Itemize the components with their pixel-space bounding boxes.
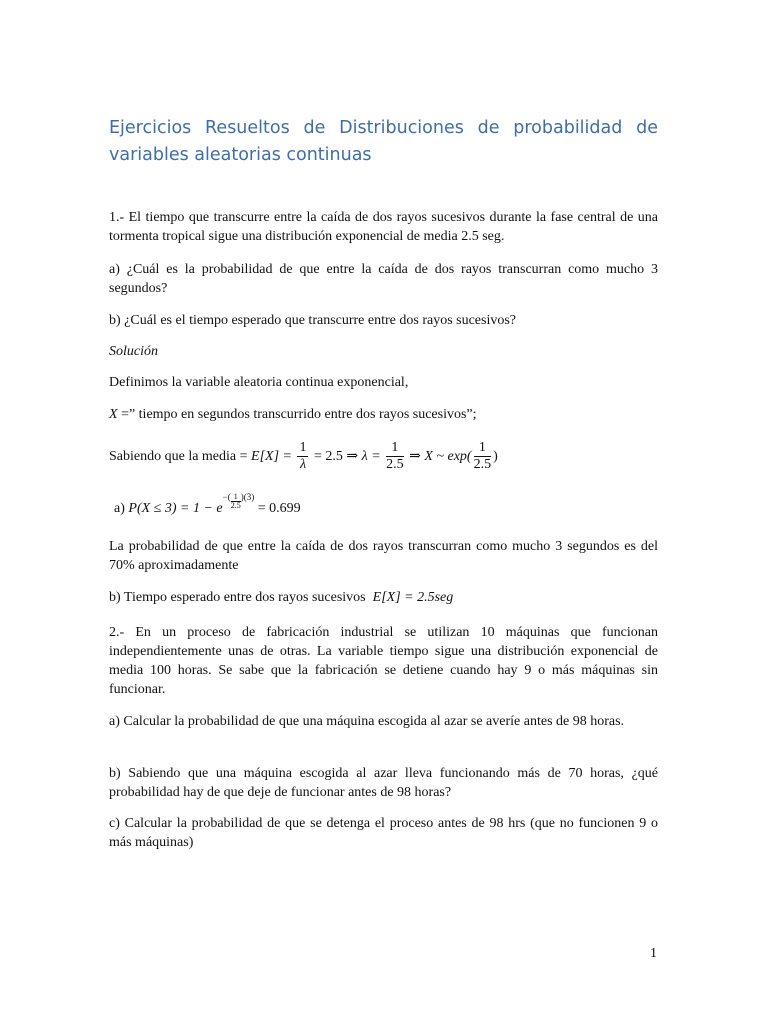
expectation-expr: E[X] =	[251, 449, 292, 464]
fraction-one-over-lambda: $\frac{1}{\lambda}$	[299, 440, 307, 473]
exercise-1-statement: 1.- El tiempo que transcurre entre la caída de dos rayos sucesivos durante la fase central de una tormenta tropical sigue una distribución exponencial de media 2.5 seg.	[109, 210, 658, 244]
solution-heading: Solución	[109, 344, 158, 359]
lambda-equals: λ =	[361, 449, 381, 464]
part-a-label: a)	[114, 501, 125, 516]
title-line-2: variables aleatorias continuas	[109, 145, 372, 165]
seconds-unit: seg	[434, 590, 454, 605]
exercise-2-statement: 2.- En un proceso de fabricación industrial se utilizan 10 máquinas que funcionan independientemente unas de otras. La variable tiempo sigue una distribución exponencial de media 100 horas. Se sabe que la fabricación se detiene cuando hay 9 o más máquinas sin funcionar.	[109, 625, 658, 697]
exponent: −( 1 2.5 )(3)	[222, 492, 255, 510]
expected-value-expr: E[X] = 2.5	[372, 590, 435, 605]
probability-expr: P(X ≤ 3) = 1 − e	[128, 501, 223, 516]
variable-description: =” tiempo en segundos transcurrido entre dos rayos sucesivos”;	[121, 407, 477, 422]
page-number: 1	[650, 946, 657, 961]
x-exponential: X ~ exp(	[424, 449, 472, 464]
part-a-formula	[114, 492, 663, 522]
variable-definition	[109, 405, 658, 424]
document-title	[109, 115, 658, 169]
part-b-text: b) Tiempo esperado entre dos rayos sucesivos	[109, 590, 366, 605]
equals-implies: = 2.5 ⇒	[313, 449, 359, 464]
fraction-one-over-2-5: $\frac{1}{2.5}$	[386, 440, 404, 473]
exercise-1-question-a: a) ¿Cuál es la probabilidad de que entre la caída de dos rayos transcurran como mucho 3 segundos?	[109, 262, 658, 296]
exercise-1-question-b: b) ¿Cuál es el tiempo esperado que transcurre entre dos rayos sucesivos?	[109, 313, 517, 328]
part-b-answer	[109, 588, 658, 607]
probability-result: = 0.699	[257, 501, 301, 516]
fraction-exp-param: $\frac{1}{2.5}$	[473, 440, 492, 473]
mean-formula	[109, 438, 658, 476]
variable-definition-intro: Definimos la variable aleatoria continua exponencial,	[109, 375, 409, 390]
variable-x: X	[109, 407, 118, 422]
implies-symbol: ⇒	[409, 449, 421, 464]
conclusion-part-a: La probabilidad de que entre la caída de dos rayos transcurran como mucho 3 segundos es del 70% aproximadamente	[109, 539, 658, 573]
exercise-2-question-a: a) Calcular la probabilidad de que una máquina escogida al azar se averíe antes de 98 horas.	[109, 714, 625, 729]
mean-prefix: Sabiendo que la media =	[109, 449, 248, 464]
document-page	[109, 0, 658, 1024]
exercise-2-question-b: b) Sabiendo que una máquina escogida al azar lleva funcionando más de 70 horas, ¿qué probabilidad hay de que deje de funcionar antes de 98 horas?	[109, 766, 658, 800]
close-paren: )	[493, 449, 498, 464]
title-line-1: Ejercicios Resueltos de Distribuciones de probabilidad de	[109, 118, 658, 138]
exercise-2-question-c: c) Calcular la probabilidad de que se detenga el proceso antes de 98 hrs (que no funcionen 9 o más máquinas)	[109, 816, 658, 850]
